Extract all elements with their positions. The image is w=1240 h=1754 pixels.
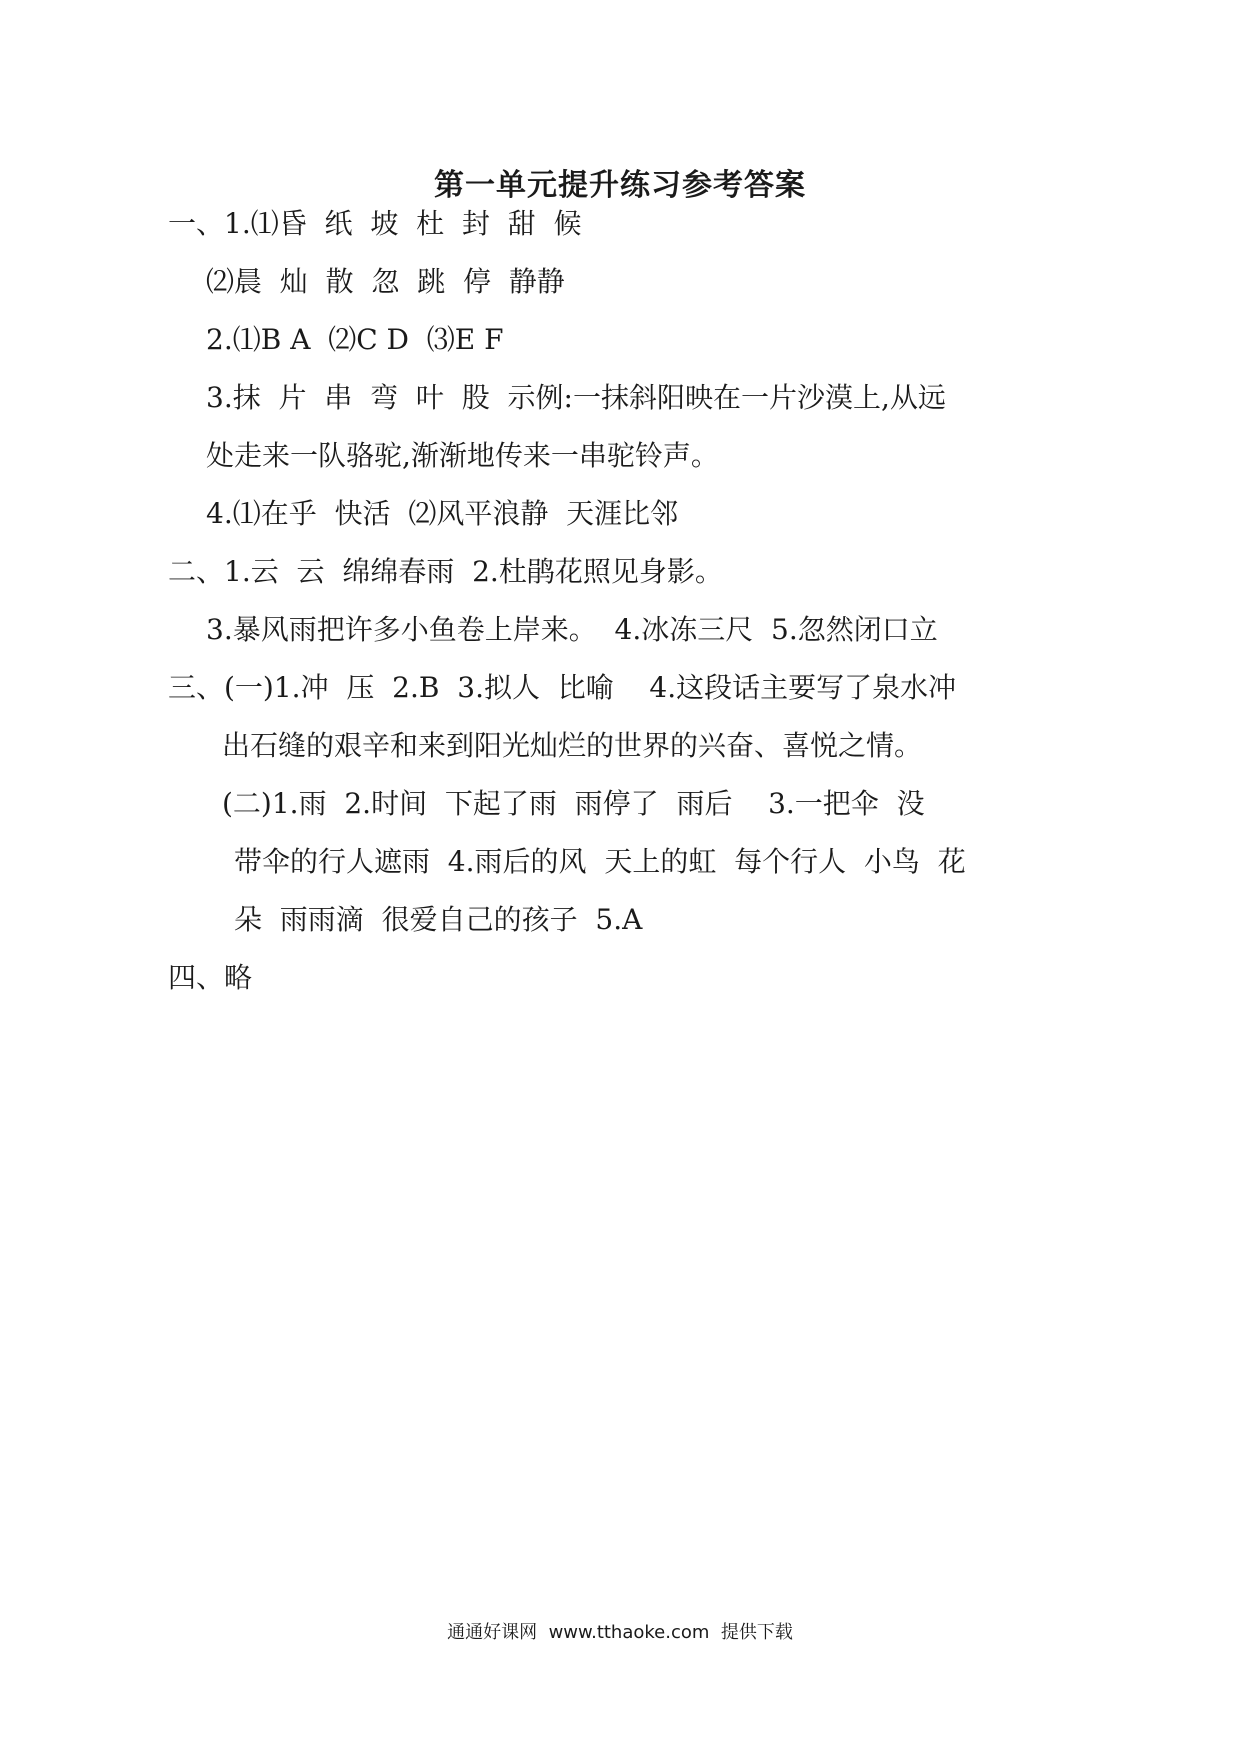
answer-line-11: (二)1.雨 2.时间 下起了雨 雨停了 雨后 3.一把伞 没: [222, 787, 925, 820]
answer-line-1: 一、1.⑴昏 纸 坡 杜 封 甜 候: [168, 207, 582, 240]
answer-line-8: 3.暴风雨把许多小鱼卷上岸来。 4.冰冻三尺 5.忽然闭口立: [206, 613, 938, 646]
answer-line-10: 出石缝的艰辛和来到阳光灿烂的世界的兴奋、喜悦之情。: [222, 729, 923, 762]
page-title: 第一单元提升练习参考答案: [434, 168, 806, 203]
footer-source-note: 通通好课网 www.tthaoke.com 提供下载: [447, 1622, 793, 1643]
answer-line-13: 朵 雨雨滴 很爱自己的孩子 5.A: [234, 903, 643, 936]
answer-line-4: 3.抹 片 串 弯 叶 股 示例:一抹斜阳映在一片沙漠上,从远: [206, 381, 946, 414]
answer-line-5: 处走来一队骆驼,渐渐地传来一串驼铃声。: [206, 439, 719, 472]
answer-line-14: 四、略: [168, 961, 253, 994]
answer-line-12: 带伞的行人遮雨 4.雨后的风 天上的虹 每个行人 小鸟 花: [234, 845, 966, 878]
answer-line-2: ⑵晨 灿 散 忽 跳 停 静静: [206, 265, 565, 298]
answer-line-6: 4.⑴在乎 快活 ⑵风平浪静 天涯比邻: [206, 497, 679, 530]
answer-line-9: 三、(一)1.冲 压 2.B 3.拟人 比喻 4.这段话主要写了泉水冲: [168, 671, 957, 704]
answer-line-7: 二、1.云 云 绵绵春雨 2.杜鹃花照见身影。: [168, 555, 723, 588]
answer-line-3: 2.⑴B A ⑵C D ⑶E F: [206, 323, 504, 356]
